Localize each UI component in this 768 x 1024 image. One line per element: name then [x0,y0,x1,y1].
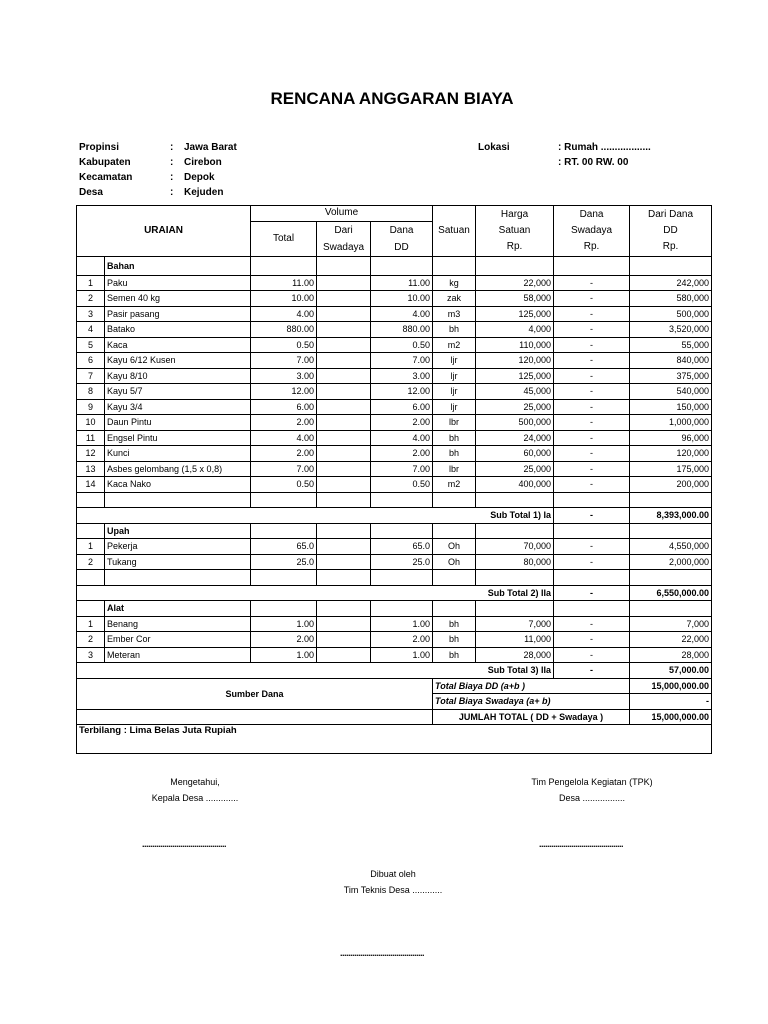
propinsi-label: Propinsi [79,142,120,153]
table-row [77,322,712,338]
signature-kepala-desa [95,774,295,806]
item-name: Kayu 5/7 [105,384,251,400]
item-number: 1 [77,275,105,291]
table-row [77,461,712,477]
table-row [77,353,712,369]
item-volume-total: 4.00 [251,430,317,446]
item-volume-swadaya [317,430,371,446]
subtotal-3-value: 57,000.00 [630,663,712,679]
item-volume-swadaya [317,616,371,632]
header-ddd-line: Dari Dana [648,208,694,220]
item-volume-dd: 7.00 [371,461,433,477]
item-amount: 7,000 [630,616,712,632]
item-name: Engsel Pintu [105,430,251,446]
item-unit: ljr [433,353,476,369]
item-name: Kaca [105,337,251,353]
item-unit-price: 70,000 [476,539,554,555]
item-volume-swadaya [317,399,371,415]
item-unit: bh [433,632,476,648]
item-name: Batako [105,322,251,338]
item-unit-price: 125,000 [476,306,554,322]
item-volume-total: 1.00 [251,647,317,663]
terbilang-text: Terbilang : Lima Belas Juta Rupiah [77,725,712,754]
table-row [77,554,712,570]
item-volume-dd: 1.00 [371,616,433,632]
subtotal-3-label: Sub Total 3) IIa [77,663,554,679]
subtotal-3-swadaya: - [554,663,630,679]
item-swadaya: - [554,477,630,493]
item-volume-dd: 3.00 [371,368,433,384]
table-row [77,647,712,663]
item-amount: 580,000 [630,291,712,307]
item-unit-price: 110,000 [476,337,554,353]
item-number: 12 [77,446,105,462]
section-row [77,256,712,275]
item-unit: bh [433,430,476,446]
header-dswa-line: Swadaya [570,224,613,236]
summary-row [77,678,712,694]
item-unit: kg [433,275,476,291]
location-info-right [476,139,653,171]
signature-line: Desa ................. [558,793,626,803]
lokasi-label: Lokasi [478,142,510,153]
item-volume-swadaya [317,275,371,291]
item-unit: Oh [433,539,476,555]
subtotal-1-swadaya: - [554,508,630,524]
total-swadaya-value: - [630,694,712,710]
item-name: Semen 40 kg [105,291,251,307]
section-alat: Alat [105,601,251,617]
subtotal-2-label: Sub Total 2) IIa [77,585,554,601]
item-unit-price: 80,000 [476,554,554,570]
item-unit: m3 [433,306,476,322]
item-volume-total: 0.50 [251,477,317,493]
item-volume-dd: 0.50 [371,477,433,493]
item-volume-swadaya [317,306,371,322]
header-dana-dd [371,221,433,256]
item-number: 1 [77,616,105,632]
item-amount: 96,000 [630,430,712,446]
item-volume-swadaya [317,632,371,648]
item-unit-price: 28,000 [476,647,554,663]
item-volume-dd: 12.00 [371,384,433,400]
section-row [77,523,712,539]
subtotal-row [77,508,712,524]
item-unit: ljr [433,368,476,384]
item-name: Kayu 8/10 [105,368,251,384]
item-amount: 3,520,000 [630,322,712,338]
header-harga-line: Rp. [506,240,523,252]
item-volume-swadaya [317,353,371,369]
item-unit-price: 120,000 [476,353,554,369]
signature-blank-right: .......................................... [539,839,624,849]
header-harga [476,206,554,257]
item-volume-swadaya [317,384,371,400]
item-swadaya: - [554,399,630,415]
item-volume-swadaya [317,415,371,431]
item-amount: 4,550,000 [630,539,712,555]
total-swadaya-label: Total Biaya Swadaya (a+ b) [433,694,630,710]
section-row [77,601,712,617]
item-volume-total: 2.00 [251,632,317,648]
item-swadaya: - [554,275,630,291]
item-number: 6 [77,353,105,369]
item-name: Kunci [105,446,251,462]
item-amount: 540,000 [630,384,712,400]
item-unit-price: 58,000 [476,291,554,307]
item-volume-total: 7.00 [251,353,317,369]
item-volume-swadaya [317,337,371,353]
header-line: Dana [389,224,414,236]
item-unit: m2 [433,477,476,493]
item-number: 2 [77,632,105,648]
item-number: 3 [77,647,105,663]
item-swadaya: - [554,632,630,648]
item-name: Kayu 3/4 [105,399,251,415]
item-swadaya: - [554,446,630,462]
item-volume-total: 2.00 [251,415,317,431]
table-row [77,306,712,322]
item-amount: 120,000 [630,446,712,462]
item-volume-dd: 65.0 [371,539,433,555]
item-volume-total: 65.0 [251,539,317,555]
page-title: RENCANA ANGGARAN BIAYA [270,89,514,108]
item-volume-swadaya [317,291,371,307]
separator: : [170,157,174,168]
upah-rows [77,539,712,570]
item-swadaya: - [554,554,630,570]
separator: : [170,172,174,183]
item-name: Kaca Nako [105,477,251,493]
signature-line: Kepala Desa ............. [151,793,239,803]
item-volume-swadaya [317,554,371,570]
item-amount: 840,000 [630,353,712,369]
item-volume-dd: 6.00 [371,399,433,415]
table-row [77,399,712,415]
item-volume-total: 1.00 [251,616,317,632]
header-dari-swadaya [317,221,371,256]
item-volume-total: 4.00 [251,306,317,322]
item-name: Benang [105,616,251,632]
signature-line: Mengetahui, [170,777,220,787]
item-name: Paku [105,275,251,291]
separator: : [170,142,174,153]
item-unit: lbr [433,415,476,431]
item-amount: 500,000 [630,306,712,322]
item-number: 3 [77,306,105,322]
item-number: 1 [77,539,105,555]
table-row [77,368,712,384]
table-row [77,337,712,353]
item-volume-swadaya [317,647,371,663]
item-volume-swadaya [317,477,371,493]
subtotal-1-label: Sub Total 1) Ia [77,508,554,524]
signature-line: Tim Teknis Desa ............ [343,885,443,895]
item-volume-total: 7.00 [251,461,317,477]
item-number: 4 [77,322,105,338]
item-volume-total: 0.50 [251,337,317,353]
blank-row [77,570,712,586]
item-swadaya: - [554,384,630,400]
item-unit: bh [433,616,476,632]
item-unit-price: 11,000 [476,632,554,648]
signature-blank-center: .......................................... [340,948,425,958]
item-number: 11 [77,430,105,446]
item-swadaya: - [554,353,630,369]
header-dana-swadaya [554,206,630,257]
sumber-dana-label: Sumber Dana [77,678,433,709]
item-unit: ljr [433,399,476,415]
item-unit-price: 400,000 [476,477,554,493]
item-volume-dd: 10.00 [371,291,433,307]
item-swadaya: - [554,306,630,322]
header-satuan: Satuan [433,206,476,257]
item-swadaya: - [554,368,630,384]
subtotal-row [77,585,712,601]
subtotal-1-value: 8,393,000.00 [630,508,712,524]
item-amount: 175,000 [630,461,712,477]
item-name: Kayu 6/12 Kusen [105,353,251,369]
table-row [77,539,712,555]
item-unit: m2 [433,337,476,353]
item-name: Tukang [105,554,251,570]
item-swadaya: - [554,430,630,446]
summary-row [77,709,712,725]
item-name: Asbes gelombang (1,5 x 0,8) [105,461,251,477]
item-amount: 28,000 [630,647,712,663]
item-swadaya: - [554,337,630,353]
item-unit-price: 45,000 [476,384,554,400]
item-number: 10 [77,415,105,431]
item-amount: 2,000,000 [630,554,712,570]
item-amount: 242,000 [630,275,712,291]
jumlah-total-value: 15,000,000.00 [630,709,712,725]
subtotal-row [77,663,712,679]
signature-tpk [492,774,692,806]
item-amount: 22,000 [630,632,712,648]
item-swadaya: - [554,322,630,338]
header-harga-line: Harga [500,208,529,220]
item-volume-swadaya [317,446,371,462]
budget-table [76,205,712,754]
item-volume-total: 12.00 [251,384,317,400]
propinsi-value: Jawa Barat [184,142,237,153]
table-row [77,384,712,400]
header-line: Swadaya [322,241,365,253]
header-line: Dari [334,224,353,236]
section-bahan: Bahan [105,256,251,275]
item-name: Meteran [105,647,251,663]
table-row [77,477,712,493]
header-ddd-line: DD [663,224,678,236]
item-unit-price: 60,000 [476,446,554,462]
item-swadaya: - [554,291,630,307]
item-unit-price: 22,000 [476,275,554,291]
item-volume-total: 10.00 [251,291,317,307]
rt-rw-value: : RT. 00 RW. 00 [558,157,629,168]
item-volume-dd: 25.0 [371,554,433,570]
item-amount: 375,000 [630,368,712,384]
item-unit: zak [433,291,476,307]
item-unit-price: 125,000 [476,368,554,384]
item-volume-dd: 2.00 [371,446,433,462]
item-number: 13 [77,461,105,477]
item-volume-swadaya [317,322,371,338]
item-number: 7 [77,368,105,384]
item-unit: bh [433,322,476,338]
item-volume-swadaya [317,368,371,384]
desa-value: Kejuden [184,187,224,198]
table-row [77,632,712,648]
item-number: 5 [77,337,105,353]
kabupaten-label: Kabupaten [79,157,131,168]
item-name: Pekerja [105,539,251,555]
item-swadaya: - [554,415,630,431]
signature-line: Dibuat oleh [370,869,416,879]
item-unit: Oh [433,554,476,570]
separator: : [170,187,174,198]
item-number: 14 [77,477,105,493]
item-unit-price: 24,000 [476,430,554,446]
header-dari-dana-dd [630,206,712,257]
item-volume-dd: 1.00 [371,647,433,663]
item-volume-swadaya [317,461,371,477]
total-dd-label: Total Biaya DD (a+b ) [433,678,630,694]
bahan-rows [77,275,712,492]
header-ddd-line: Rp. [662,240,679,252]
item-volume-total: 880.00 [251,322,317,338]
terbilang-row [77,725,712,754]
total-dd-value: 15,000,000.00 [630,678,712,694]
item-amount: 55,000 [630,337,712,353]
item-number: 9 [77,399,105,415]
signature-blank-left: .......................................... [142,839,227,849]
item-unit-price: 25,000 [476,461,554,477]
item-volume-dd: 11.00 [371,275,433,291]
kabupaten-value: Cirebon [184,157,222,168]
location-info-left [77,139,239,201]
item-unit: bh [433,446,476,462]
item-amount: 200,000 [630,477,712,493]
header-volume: Volume [251,206,433,222]
item-swadaya: - [554,461,630,477]
item-volume-dd: 2.00 [371,415,433,431]
item-unit-price: 500,000 [476,415,554,431]
item-volume-total: 25.0 [251,554,317,570]
table-row [77,446,712,462]
alat-rows [77,616,712,663]
header-uraian: URAIAN [77,206,251,257]
item-swadaya: - [554,616,630,632]
item-volume-dd: 4.00 [371,430,433,446]
subtotal-2-swadaya: - [554,585,630,601]
item-volume-dd: 2.00 [371,632,433,648]
item-volume-dd: 7.00 [371,353,433,369]
kecamatan-label: Kecamatan [79,172,133,183]
item-volume-total: 6.00 [251,399,317,415]
table-row [77,291,712,307]
item-volume-total: 11.00 [251,275,317,291]
header-line: DD [394,241,409,253]
item-volume-total: 3.00 [251,368,317,384]
item-volume-dd: 0.50 [371,337,433,353]
item-volume-dd: 4.00 [371,306,433,322]
jumlah-total-label: JUMLAH TOTAL ( DD + Swadaya ) [433,709,630,725]
item-name: Pasir pasang [105,306,251,322]
item-number: 2 [77,554,105,570]
item-volume-swadaya [317,539,371,555]
item-volume-total: 2.00 [251,446,317,462]
table-row [77,616,712,632]
lokasi-value: : Rumah .................. [558,142,651,153]
item-amount: 1,000,000 [630,415,712,431]
item-number: 8 [77,384,105,400]
kecamatan-value: Depok [184,172,215,183]
header-harga-line: Satuan [498,224,531,236]
header-dswa-line: Dana [579,208,604,220]
item-swadaya: - [554,647,630,663]
header-dswa-line: Rp. [583,240,600,252]
item-unit: lbr [433,461,476,477]
item-unit-price: 25,000 [476,399,554,415]
header-row-1 [77,206,712,222]
item-volume-dd: 880.00 [371,322,433,338]
item-name: Ember Cor [105,632,251,648]
table-row [77,275,712,291]
table-row [77,430,712,446]
section-upah: Upah [105,523,251,539]
item-unit-price: 4,000 [476,322,554,338]
signature-tim-teknis [293,866,493,898]
item-unit: bh [433,647,476,663]
item-swadaya: - [554,539,630,555]
header-total: Total [251,221,317,256]
item-amount: 150,000 [630,399,712,415]
subtotal-2-value: 6,550,000.00 [630,585,712,601]
item-name: Daun Pintu [105,415,251,431]
blank-row [77,492,712,508]
desa-label: Desa [79,187,103,198]
item-unit-price: 7,000 [476,616,554,632]
item-number: 2 [77,291,105,307]
table-row [77,415,712,431]
signature-line: Tim Pengelola Kegiatan (TPK) [531,777,653,787]
item-unit: ljr [433,384,476,400]
